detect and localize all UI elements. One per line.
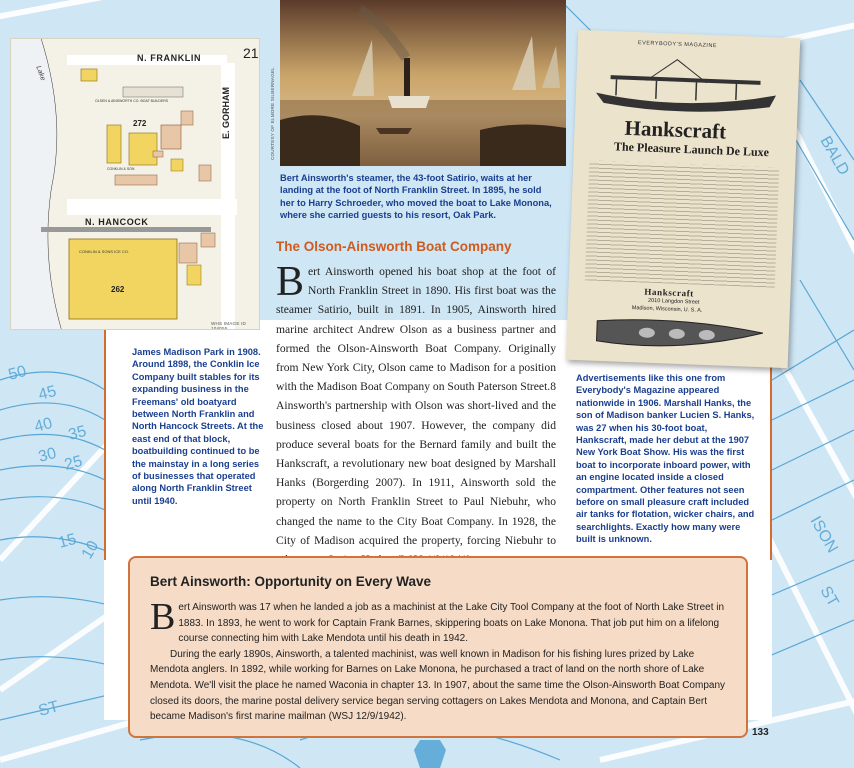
ad-address: 2010 Langdon Street bbox=[647, 297, 700, 306]
map-label-conklin-son: CONKLIN & SON bbox=[107, 167, 135, 171]
ad-copy-lines bbox=[585, 160, 779, 287]
map-block-number-1: 272 bbox=[133, 119, 147, 128]
map-label-ice-company: CONKLIN & SONS ICE CO. bbox=[79, 249, 130, 254]
svg-text:50: 50 bbox=[6, 362, 29, 384]
panel-left-rule bbox=[104, 330, 106, 560]
article-body bbox=[276, 259, 556, 569]
ad-brand: Hankscraft bbox=[624, 115, 727, 144]
page-number: 133 bbox=[752, 727, 769, 738]
svg-text:15: 15 bbox=[56, 530, 79, 552]
svg-text:40: 40 bbox=[32, 414, 55, 436]
map-sheet-number: 21 bbox=[243, 45, 259, 61]
sidebar-paragraph-1 bbox=[150, 596, 732, 647]
article-body-text: ert Ainsworth opened his boat shop at the foot of North Franklin Street in 1890. His first boat was the steamer Satirio, built in 1891. In 1905, Ainsworth hired marine architect Andrew Olson as a business partner and formed the Olson-Ainsworth Boat Company. Originally from New York City, Olson came to Madison for a position with the Madison Boat Company on South Paterson Street.8 Ainsworth's partnership with Olson was short-lived and the business closed about 1907. However, the company did produce several boats for the Bernard family and built the Hankscraft, a revolutionary new boat designed by Marshall Hanks (Borgerding 2007). In 1911, Ainsworth sold the property on North Franklin Street to Paul Niebuhr, who changed the name to the City Boat Company. In 1928, the City of Madison acquired the property, forcing Niebuhr to bbox=[276, 265, 556, 547]
article-dropcap: B bbox=[276, 259, 305, 305]
sidebar-paragraph-2: During the early 1890s, Ainsworth, a talented machinist, was well known in Madison for his fishing lures prized by Lake Mendota anglers. In 1892, while working for Barnes on Lake Monona, he purchased a tract of land on the north shore of Lake Mendota. We'll visit the place he named Waconia in chapter 13. In 1907, about the same time the Olson-Ainsworth Boat Company closed its doors, the marine postal delivery service began serving cottagers on Lakes Mendota and Monona, and Captain Bert became Madison's first marine mailman (WSJ 12/9/1942). bbox=[150, 648, 725, 723]
steamer-painting-image bbox=[280, 0, 566, 166]
map-street-south: N. HANCOCK bbox=[85, 217, 149, 227]
svg-text:ST: ST bbox=[36, 698, 61, 720]
ad-city: Madison, Wisconsin, U. S. A. bbox=[631, 305, 703, 314]
steamer-caption: Bert Ainsworth's steamer, the 43-foot Satirio, waits at her landing at the foot of North Franklin Street. In 1895, he sold her to Harry Schroeder, who moved the boat to Lake Monona, where she carried guests to his resort, Oak Park. bbox=[280, 173, 552, 221]
svg-text:BALD: BALD bbox=[816, 133, 853, 179]
map-label-boat-builders: OLSEN & AINSWORTH CO. BOAT BUILDERS bbox=[95, 99, 169, 103]
map-credit: WHS IMAGE ID 104055 bbox=[211, 321, 247, 330]
map-street-north: N. FRANKLIN bbox=[137, 53, 202, 63]
ad-tagline: The Pleasure Launch De Luxe bbox=[613, 139, 770, 160]
ad-maker: Hankscraft bbox=[644, 286, 695, 299]
ad-magazine-name: EVERYBODY'S MAGAZINE bbox=[637, 40, 718, 50]
svg-text:35: 35 bbox=[66, 422, 89, 444]
sidebar-title: Bert Ainsworth: Opportunity on Every Wave bbox=[150, 574, 432, 589]
sidebar-dropcap: B bbox=[150, 596, 176, 638]
sidebar-body bbox=[150, 596, 732, 725]
map-caption: James Madison Park in 1908. Around 1898, the Conklin Ice Company built stables for its expanding business in the Freemans' old boatyard between North Franklin and North Hancock Streets. At the east end of that block, boatbuilding continued to be the mainstay in a long series of businesses that operated along North Franklin Street until 1940. bbox=[132, 347, 264, 506]
sidebar-paragraph-1-text: ert Ainsworth was 17 when he landed a job as a machinist at the Lake City Tool Company at the foot of North Lake Street in 1883. In 1893, he went to work for Captain Frank Barnes, skippering boats on Lake Monona. That job put him on a lifelong course connecting him with Lake Mendota until his death in 1942. bbox=[178, 602, 725, 645]
svg-text:ST: ST bbox=[816, 583, 842, 610]
svg-text:10: 10 bbox=[78, 538, 103, 562]
steamer-credit: COURTESY OF ELMORE SILBERNAGEL bbox=[270, 67, 275, 160]
article-title: The Olson-Ainsworth Boat Company bbox=[276, 239, 512, 254]
map-street-east: E. GORHAM bbox=[221, 86, 231, 139]
sanborn-map-image bbox=[10, 38, 260, 330]
map-block-number-2: 262 bbox=[111, 285, 125, 294]
svg-text:45: 45 bbox=[36, 382, 59, 404]
map-lake-label: Lake bbox=[34, 65, 47, 82]
hankscraft-ad-image bbox=[566, 30, 801, 368]
bert-ainsworth-sidebar bbox=[128, 556, 748, 738]
svg-text:30: 30 bbox=[36, 444, 59, 466]
svg-text:ISON: ISON bbox=[806, 513, 841, 556]
ad-caption: Advertisements like this one from Everybody's Magazine appeared nationwide in 1906. Marshall Hanks, the son of Madison banker Lucien S. Hanks, was 27 when his 30-foot boat, Hankscraft, made her debut at the 1907 New York Boat Show. His was the first boat to incorporate inboard power, with an engine located inside a closed compartment. Other features not seen before on small pleasure craft included air tanks for flotation, wicker chairs, and searchlights. Exactly how many were built is unknown. bbox=[576, 373, 755, 545]
svg-text:25: 25 bbox=[62, 452, 85, 474]
